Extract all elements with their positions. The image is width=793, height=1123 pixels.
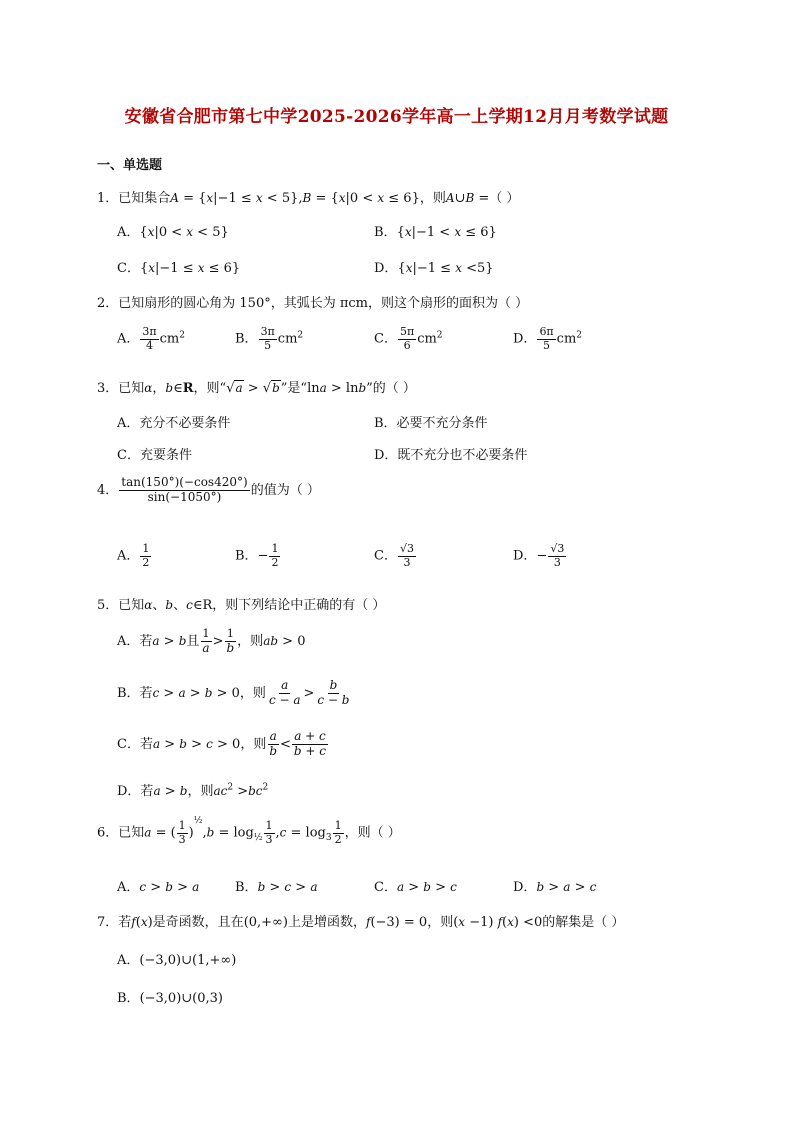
q4-option-c[interactable]: C． $\frac{√3}{3}$ [374, 542, 414, 569]
question-4: 4． $\frac{\tan(150^\circ)(-\cos 420^\circ)}{\sin(-1050^\circ)}$ 的值为（ ） [97, 475, 320, 504]
q3-option-c[interactable]: C．充要条件 [117, 448, 192, 463]
q2-option-a[interactable]: A． $\frac{3\pi}{4}$ $cm^2$ [117, 325, 185, 352]
q7-option-b[interactable]: B．(−3,0)∪(0,3) [117, 991, 223, 1006]
q2-option-d[interactable]: D． $\frac{6\pi}{5}$ $cm^2$ [513, 325, 583, 352]
q5-option-c[interactable]: C．若a > b > c > 0，则 $\frac{a}{b}$ < $\frac{a + c}{b + c}$ [117, 729, 327, 758]
question-3: 3．已知α，b∈R，则“√a > √b”是“lna > lnb”的（ ） [97, 381, 416, 396]
q1-option-d[interactable]: D．{x|−1 ≤ x <5} [374, 261, 494, 276]
question-5: 5．已知α、b、c∈R，则下列结论中正确的有（ ） [97, 598, 386, 613]
q7-option-a[interactable]: A．(−3,0)∪(1,+∞) [117, 953, 237, 968]
q2-option-c[interactable]: C． $\frac{5\pi}{6}$ $cm^2$ [374, 325, 443, 352]
q6-option-a[interactable]: A．c > b > a [117, 880, 200, 895]
question-6: 6．已知a = ( $\frac{1}{3}$ )$^{\frac{1}{2}},b = \log_{\frac{1}{2}}$ $\frac{1}{3}$ $,c = \log_3$ $\frac{1}{2}$ ，则（ ） [97, 816, 401, 846]
section-heading: 一、单选题 [97, 158, 163, 173]
q6-option-d[interactable]: D．b > a > c [513, 880, 597, 895]
q4-option-d[interactable]: D．− $\frac{√3}{3}$ [513, 542, 565, 569]
q1-option-b[interactable]: B．{x|−1 < x ≤ 6} [374, 225, 497, 240]
question-1: 1．已知集合A = {x|−1 ≤ x < 5},B = {x|0 < x ≤ 6}，则A∪B =（ ） [97, 191, 520, 206]
math-expr: A [170, 191, 179, 205]
q1-option-c[interactable]: C．{x|−1 ≤ x ≤ 6} [117, 261, 241, 276]
q5-option-d[interactable]: D．若a > b，则$ac^2 >bc^2$ [117, 782, 269, 799]
q6-option-c[interactable]: C．a > b > c [374, 880, 457, 895]
q3-option-d[interactable]: D．既不充分也不必要条件 [374, 448, 528, 463]
q3-option-b[interactable]: B．必要不充分条件 [374, 416, 488, 431]
q3-option-a[interactable]: A．充分不必要条件 [117, 416, 231, 431]
question-2: 2．已知扇形的圆心角为 150°，其弧长为 πcm，则这个扇形的面积为（ ） [97, 296, 529, 311]
q2-option-b[interactable]: B． $\frac{3\pi}{5}$ $cm^2$ [235, 325, 304, 352]
q4-option-b[interactable]: B．− $\frac{1}{2}$ [235, 542, 279, 569]
q5-option-a[interactable]: A．若a > b且 $\frac{1}{a}$ > $\frac{1}{b}$ ，则ab > 0 [117, 627, 306, 655]
page-title: 安徽省合肥市第七中学2025-2026学年高一上学期12月月考数学试题 [124, 107, 669, 127]
q4-option-a[interactable]: A． $\frac{1}{2}$ [117, 542, 150, 569]
q1-option-a[interactable]: A．{x|0 < x < 5} [117, 225, 229, 240]
q6-option-b[interactable]: B．b > c > a [235, 880, 318, 895]
question-7: 7．若f(x)是奇函数，且在(0,+∞)上是增函数，f(−3) = 0，则(x −1) f(x) <0的解集是（ ） [97, 915, 625, 930]
q5-option-b[interactable]: B．若c > a > b > 0，则 $\frac{a}{c - a}$ > $\frac{b}{c - b}$ [117, 678, 350, 707]
